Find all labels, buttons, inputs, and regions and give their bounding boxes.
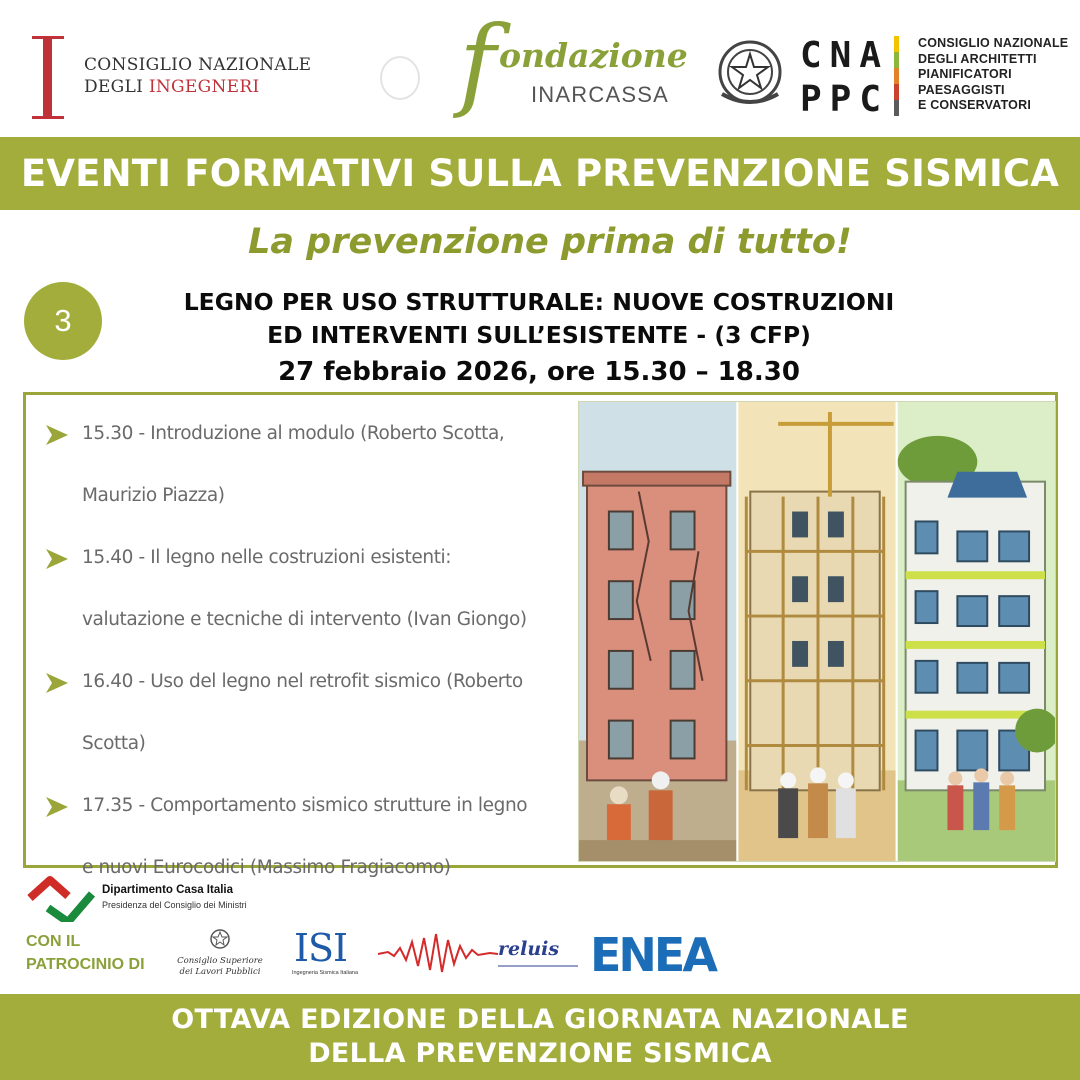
cni-line2: DEGLI INGEGNERI [84, 77, 260, 97]
cnappc-letters: CNA PPC [800, 35, 890, 120]
event-date: 27 febbraio 2026, ore 15.30 – 18.30 [278, 357, 800, 387]
isi-logo [290, 922, 360, 982]
title-banner [0, 137, 1080, 210]
cnappc-text: CONSIGLIO NAZIONALE DEGLI ARCHITETTI PIANIFICATORI PAESAGGISTI E CONSERVATORI [918, 36, 1069, 112]
arrow-bullet-icon [44, 547, 70, 571]
cslp-logo [170, 926, 270, 982]
footer-banner [0, 994, 1080, 1080]
faint-seal-icon [380, 56, 420, 100]
footer-line2: DELLA PREVENZIONE SISMICA [308, 1038, 772, 1069]
cni-logo-text [84, 54, 311, 98]
cni-emblem-icon [30, 34, 66, 120]
tagline: La prevenzione prima di tutto! [248, 222, 852, 262]
cslp-emblem-icon [209, 928, 231, 952]
program-box [23, 392, 1058, 878]
isi-sub: Ingegneria Sismica Italiana [291, 970, 359, 976]
fondazione-f-icon: f [459, 4, 497, 121]
arrow-bullet-icon [44, 423, 70, 447]
reluis-word: reluis [498, 938, 560, 960]
arrow-bullet-icon [44, 795, 70, 819]
event-number-badge: 3 [24, 282, 102, 360]
reluis-logo [378, 930, 578, 976]
footer-line1: OTTAVA EDIZIONE DELLA GIORNATA NAZIONALE [171, 1004, 909, 1035]
casa-italia-title: Dipartimento Casa Italia [102, 884, 234, 896]
casa-italia-logo [26, 872, 286, 924]
agenda-item: 15.40 - Il legno nelle costruzioni esistenti: valutazione e tecniche di intervento (Ivan Giongo) [44, 527, 574, 651]
banner-title: EVENTI FORMATIVI SULLA PREVENZIONE SISMICA [20, 152, 1060, 195]
enea-logo: ENEA [590, 928, 715, 982]
fondazione-script: ondazione [499, 36, 688, 75]
isi-letters: ISI [294, 926, 348, 970]
header-logos [0, 0, 1080, 137]
cslp-text: Consiglio Superiore dei Lavori Pubblici [177, 956, 263, 977]
agenda-item: 17.35 - Comportamento sismico strutture in legno e nuovi Eurocodici (Massimo Fragiacomo) [44, 775, 574, 899]
arrow-bullet-icon [44, 671, 70, 695]
event-title-line2: ED INTERVENTI SULL’ESISTENTE - (3 CFP) [267, 321, 811, 349]
fondazione-inarcassa-logo [455, 4, 688, 126]
fondazione-sub: INARCASSA [531, 82, 669, 107]
casa-italia-icon [26, 874, 96, 922]
cni-line1: CONSIGLIO NAZIONALE [84, 55, 312, 75]
patronage-label: CON IL PATROCINIO DI [26, 933, 145, 973]
italian-republic-emblem-icon [714, 36, 786, 112]
event-title-line1: LEGNO PER USO STRUTTURALE: NUOVE COSTRUZIONI [183, 288, 895, 316]
cni-logo [30, 34, 330, 124]
event-title [104, 286, 974, 352]
agenda-list [44, 403, 574, 899]
cnappc-logo [800, 30, 1070, 120]
agenda-item: 16.40 - Uso del legno nel retrofit sismico (Roberto Scotta) [44, 651, 574, 775]
agenda-item: 15.30 - Introduzione al modulo (Roberto Scotta, Maurizio Piazza) [44, 403, 574, 527]
buildings-illustration [578, 401, 1056, 862]
cnappc-color-bars-icon [894, 36, 899, 116]
casa-italia-sub: Presidenza del Consiglio dei Ministri [102, 900, 247, 910]
